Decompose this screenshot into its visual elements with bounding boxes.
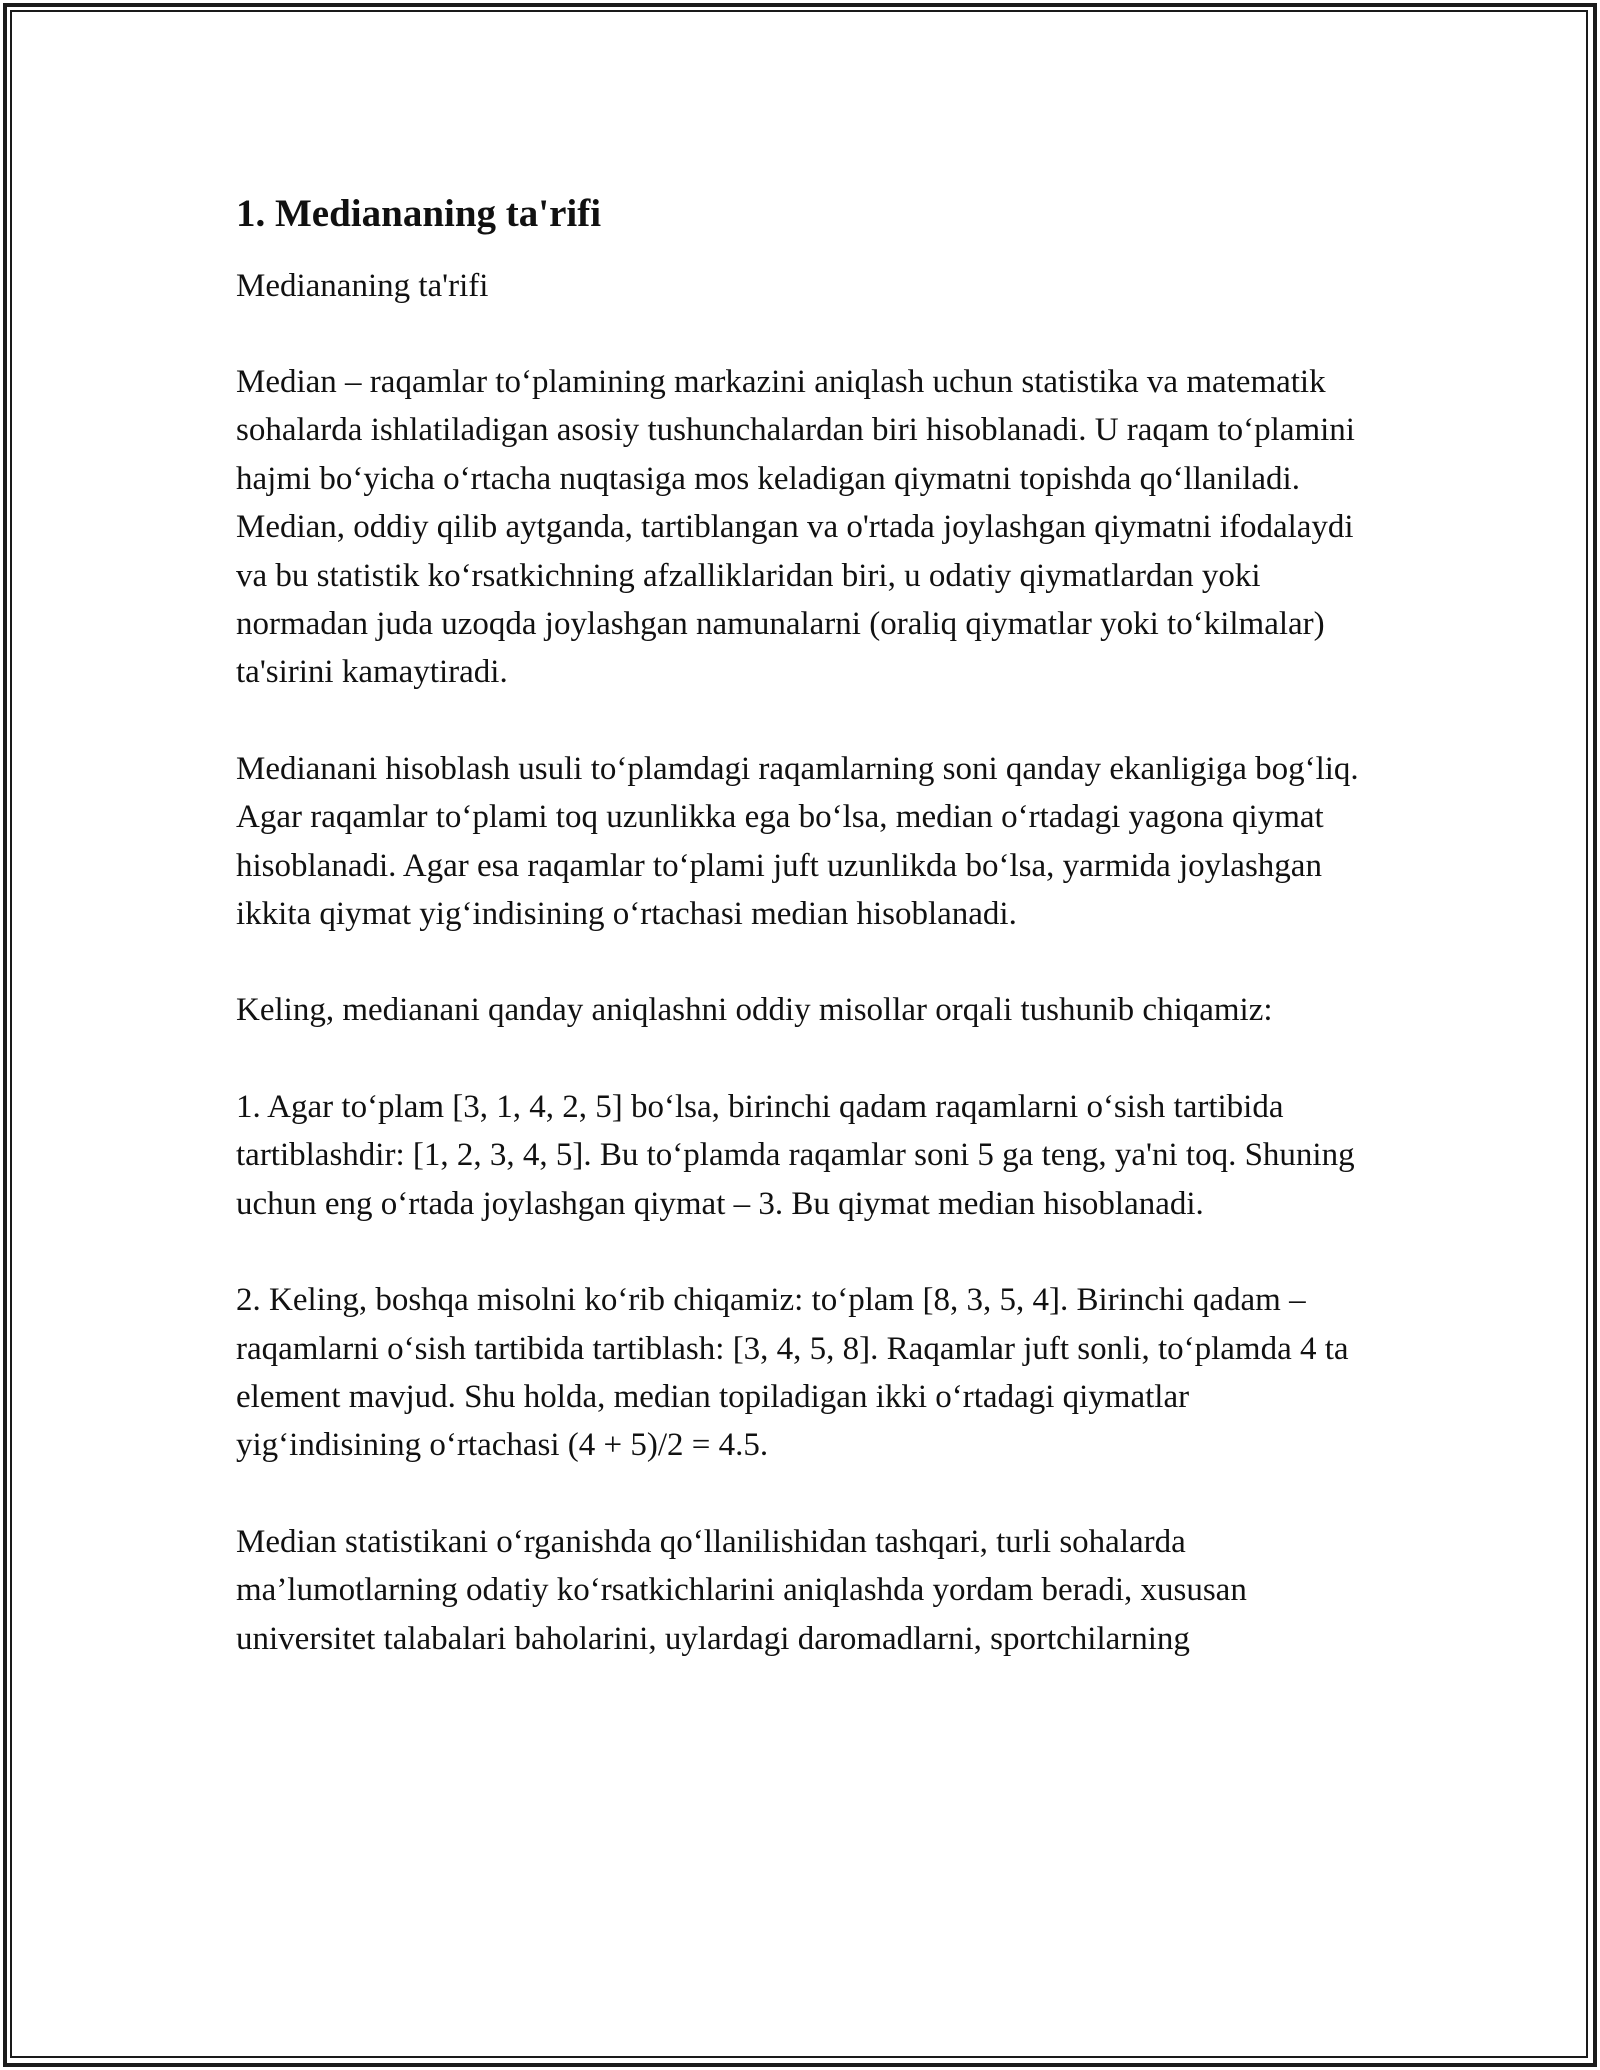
- paragraph-example-even: 2. Keling, boshqa misolni ko‘rib chiqamiz: to‘plam [8, 3, 5, 4]. Birinchi qadam – raqamlarni o‘sish tartibida tartiblash: [3, 4, 5, 8]. Raqamlar juft sonli, to‘plamda 4 ta element mavjud. Shu holda, median topiladigan ikki o‘rtadagi qiymatlar yig‘indisining o‘rtachasi (4 + 5)/2 = 4.5.: [236, 1282, 1349, 1464]
- paragraph-calculation-method: Medianani hisoblash usuli to‘plamdagi raqamlarning soni qanday ekanligiga bog‘liq. Agar raqamlar to‘plami toq uzunlikka ega bo‘lsa, median o‘rtadagi yagona qiymat hisoblanadi. Agar esa raqamlar to‘plami juft uzunlikda bo‘lsa, yarmida joylashgan ikkita qiymat yig‘indisining o‘rtachasi median hisoblanadi.: [236, 750, 1359, 933]
- paragraph-example-odd: 1. Agar to‘plam [3, 1, 4, 2, 5] bo‘lsa, birinchi qadam raqamlarni o‘sish tartibida tartiblashdir: [1, 2, 3, 4, 5]. Bu to‘plamda raqamlar soni 5 ga teng, ya'ni toq. Shuning uchun eng o‘rtada joylashgan qiymat – 3. Bu qiymat median hisoblanadi.: [236, 1088, 1355, 1222]
- section-subtitle: Mediananing ta'rifi: [236, 268, 489, 304]
- paragraph-applications: Median statistikani o‘rganishda qo‘llanilishidan tashqari, turli sohalarda ma’lumotlarning odatiy ko‘rsatkichlarini aniqlashda yordam beradi, xususan universitet talabalari baholarini, uylardagi daromadlarni, sportchilarning: [236, 1523, 1247, 1657]
- section-title: 1. Mediananing ta'rifi: [236, 192, 602, 235]
- paragraph-examples-intro: Keling, medianani qanday aniqlashni oddiy misollar orqali tushunib chiqamiz:: [236, 992, 1273, 1029]
- paragraph-definition: Median – raqamlar to‘plamining markazini aniqlash uchun statistika va matematik sohalarda ishlatiladigan asosiy tushunchalardan biri hisoblanadi. U raqam to‘plamini hajmi bo‘yicha o‘rtacha nuqtasiga mos keladigan qiymatni topishda qo‘llaniladi. Median, oddiy qilib aytganda, tartiblangan va o'rtada joylashgan qiymatni ifodalaydi va bu statistik ko‘rsatkichning afzalliklaridan biri, u odatiy qiymatlardan yoki normadan juda uzoqda joylashgan namunalarni (oraliq qiymatlar yoki to‘kilmalar) ta'sirini kamaytiradi.: [236, 364, 1355, 691]
- document-body: [236, 186, 1366, 1711]
